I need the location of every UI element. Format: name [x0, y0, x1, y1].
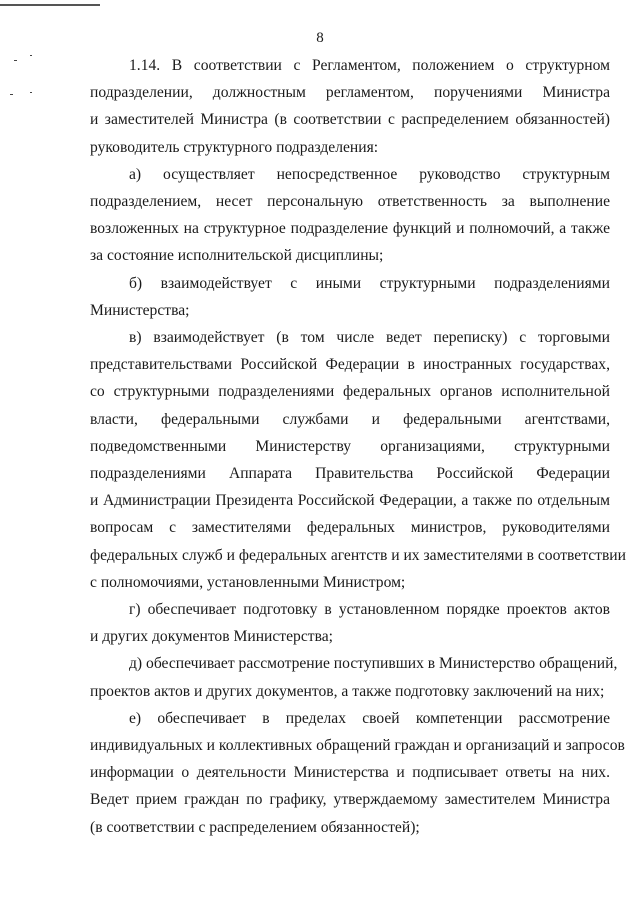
paragraph-p-1-14 — [90, 52, 610, 161]
text-line: подразделениями Аппарата Правительства Российской Федерации — [90, 465, 610, 483]
text-line: руководитель структурного подразделения: — [90, 138, 379, 156]
paragraph-p-e — [90, 705, 625, 841]
text-line: Ведет прием граждан по графику, утверждаемому заместителем Министра — [90, 791, 610, 809]
text-line: представительствами Российской Федерации в иностранных государствах, — [90, 356, 610, 374]
document-body — [90, 52, 626, 841]
paragraph-p-g — [90, 596, 610, 650]
text-line: и заместителей Министра (в соответствии с распределением обязанностей) — [90, 111, 610, 129]
text-line: г) обеспечивает подготовку в установленном порядке проектов актов — [129, 601, 610, 619]
text-line: д) обеспечивает рассмотрение поступивших в Министерство обращений, — [129, 655, 618, 673]
text-line: информации о деятельности Министерства и подписывает ответы на них. — [90, 764, 610, 782]
scan-artifact-line — [0, 4, 100, 6]
paragraph-p-b — [90, 270, 610, 324]
text-line: и других документов Министерства; — [90, 628, 333, 646]
scan-artifact-speck — [10, 94, 13, 95]
text-line: б) взаимодействует с иными структурными подразделениями — [129, 274, 610, 292]
page-number: 8 — [316, 30, 324, 46]
text-line: за состояние исполнительской дисциплины; — [90, 247, 384, 265]
text-line: возложенных на структурное подразделение функций и полномочий, а также — [90, 220, 610, 238]
text-line: а) осуществляет непосредственное руководство структурным — [129, 165, 610, 183]
text-line: подведомственными Министерству организациями, структурными — [90, 437, 610, 455]
paragraph-p-v — [90, 324, 626, 596]
text-line: с полномочиями, установленными Министром; — [90, 573, 406, 591]
scan-artifact-speck — [14, 60, 17, 61]
text-line: в) взаимодействует (в том числе ведет переписку) с торговыми — [129, 329, 610, 347]
text-line: власти, федеральными службами и федеральными агентствами, — [90, 410, 610, 428]
text-line: вопросам с заместителями федеральных министров, руководителями — [90, 519, 610, 537]
text-line: проектов актов и других документов, а также подготовку заключений на них; — [90, 682, 605, 700]
text-line: (в соответствии с распределением обязанностей); — [90, 818, 420, 836]
text-line: индивидуальных и коллективных обращений граждан и организаций и запросов — [90, 737, 625, 755]
text-line: 1.14. В соответствии с Регламентом, положением о структурном — [129, 57, 610, 74]
paragraph-p-a — [90, 161, 610, 270]
paragraph-p-d — [90, 650, 618, 704]
text-line: подразделением, несет персональную ответственность за выполнение — [90, 193, 610, 211]
text-line: федеральных служб и федеральных агентств и их заместителями в соответствии — [90, 546, 626, 564]
text-line: подразделении, должностным регламентом, поручениями Министра — [90, 84, 610, 102]
text-line: Министерства; — [90, 301, 190, 319]
text-line: е) обеспечивает в пределах своей компетенции рассмотрение — [129, 709, 610, 727]
text-line: со структурными подразделениями федеральных органов исполнительной — [90, 383, 610, 401]
text-line: и Администрации Президента Российской Федерации, а также по отдельным — [90, 492, 610, 510]
scan-artifact-speck — [30, 55, 32, 56]
scan-artifact-speck — [30, 92, 32, 93]
